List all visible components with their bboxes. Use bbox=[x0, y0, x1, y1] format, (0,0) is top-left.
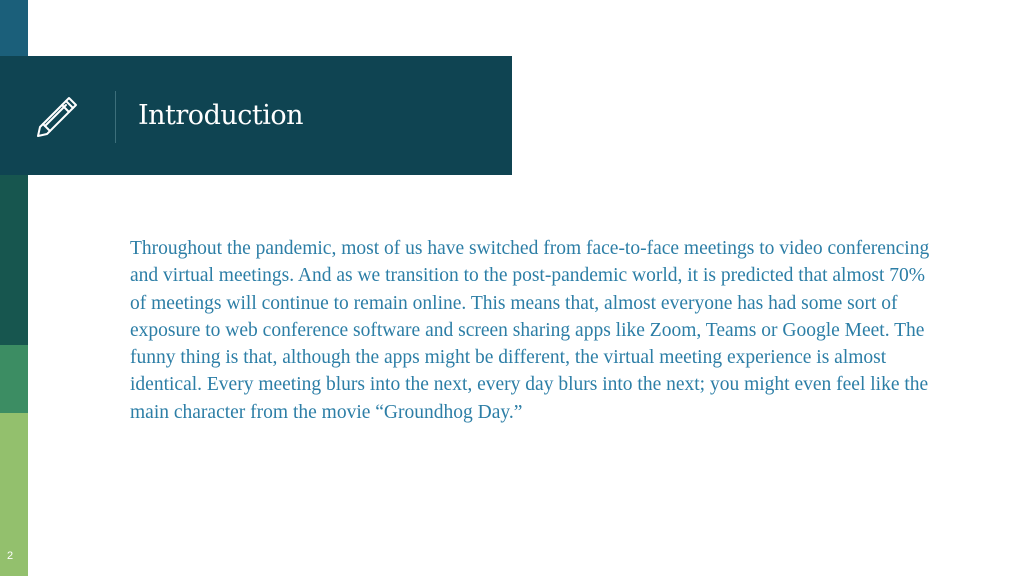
slide-title: Introduction bbox=[138, 100, 303, 131]
strip-segment-4 bbox=[0, 345, 28, 413]
pencil-icon bbox=[34, 94, 80, 140]
strip-segment-1 bbox=[0, 0, 28, 56]
strip-segment-5 bbox=[0, 413, 28, 576]
body-paragraph: Throughout the pandemic, most of us have switched from face-to-face meetings to video conferencing and virtual meetings. And as we transition to the post-pandemic world, it is predicted that almost 70% of meetings will continue to remain online. This means that, almost everyone has had some sort of exposure to web conference software and screen sharing apps like Zoom, Teams or Google Meet. The funny thing is that, although the apps might be different, the virtual meeting experience is almost identical. Every meeting blurs into the next, every day blurs into the next; you might even feel like the main character from the movie “Groundhog Day.” bbox=[130, 238, 930, 423]
banner-divider bbox=[115, 91, 116, 143]
strip-segment-3 bbox=[0, 175, 28, 345]
page-number: 2 bbox=[7, 550, 14, 562]
